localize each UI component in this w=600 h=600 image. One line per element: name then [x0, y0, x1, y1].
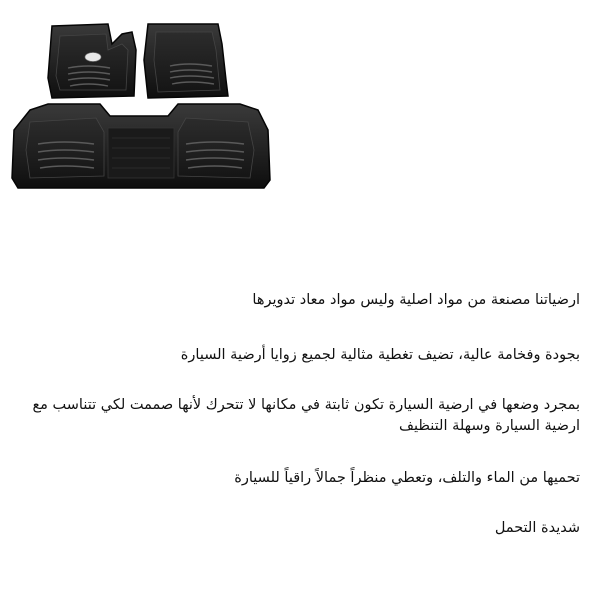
- front-right-mat: [144, 24, 228, 98]
- front-left-mat: [48, 24, 136, 98]
- product-image: [8, 20, 276, 198]
- description-paragraph: شديدة التحمل: [494, 520, 580, 536]
- description-paragraph: تحميها من الماء والتلف، وتعطي منظراً جمالاً راقياً للسيارة: [234, 470, 580, 486]
- rear-mat: [12, 104, 270, 188]
- description-paragraph: بمجرد وضعها في ارضية السيارة تكون ثابتة في مكانها لا تتحرك لأنها صممت لكي تتناسب مع ارضية السيارة وسهلة التنظيف: [32, 397, 580, 434]
- description-paragraph: ارضياتنا مصنعة من مواد اصلية وليس مواد معاد تدويرها: [252, 292, 580, 308]
- floor-mats-illustration: [8, 20, 276, 198]
- logo-badge: [85, 53, 101, 62]
- description-paragraph: بجودة وفخامة عالية، تضيف تغطية مثالية لجميع زوايا أرضية السيارة: [180, 347, 580, 363]
